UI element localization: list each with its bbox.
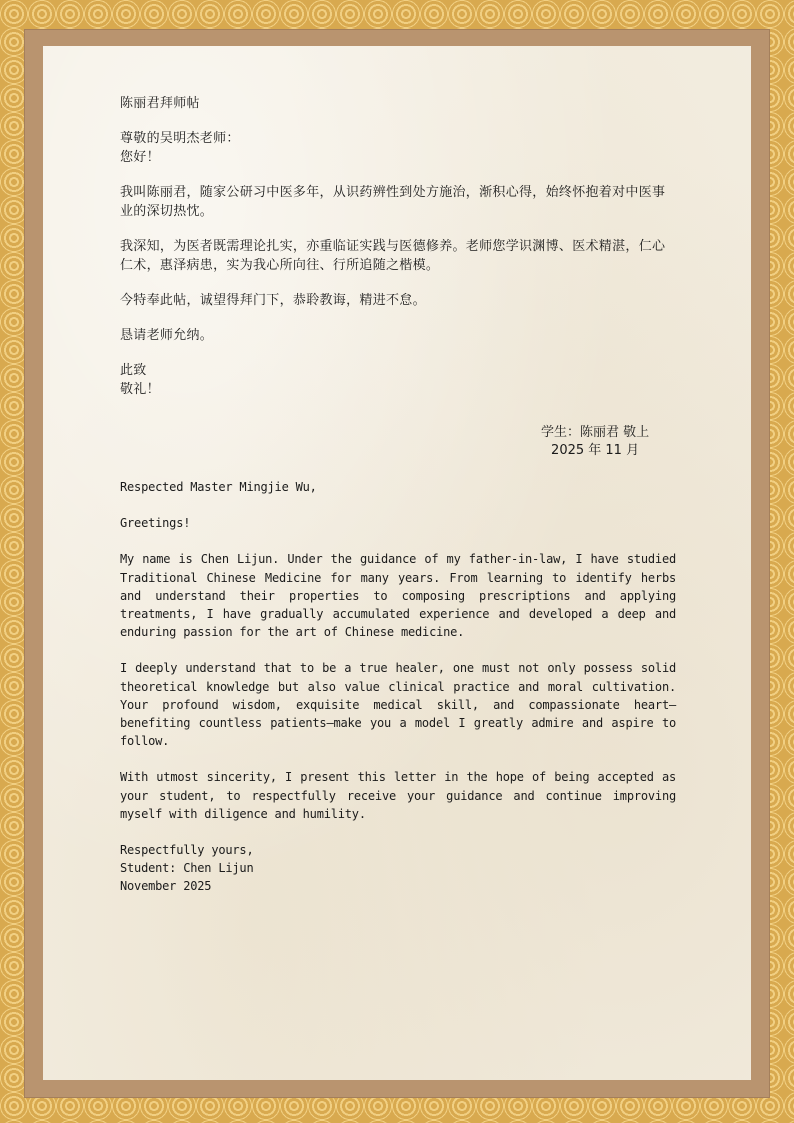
en-paragraph-1: My name is Chen Lijun. Under the guidance of my father-in-law, I have studied Traditional Chinese Medicine for many years. From learning to identify herbs and understand their properties to composing prescriptions and applying treatments, I have gradually accumulated experience and developed a deep and enduring passion for the art of Chinese medicine. xyxy=(120,552,676,640)
en-greeting: Greetings! xyxy=(120,516,191,531)
en-date: November 2025 xyxy=(120,879,212,894)
cn-paragraph-4: 恳请老师允纳。 xyxy=(120,328,214,343)
cn-signature-block xyxy=(541,424,649,460)
cn-signature: 学生：陈丽君 敬上 xyxy=(541,425,650,440)
cn-paragraph-3: 今特奉此帖，诚望得拜门下，恭聆教诲，精进不怠。 xyxy=(120,293,426,308)
en-paragraph-2: I deeply understand that to be a true healer, one must not only possess solid theoretical knowledge but also value clinical practice and moral cultivation. Your profound wisdom, exquisite medical skill, and compassionate heart—benefiting countless patients—make you a model I greatly admire and aspire to follow. xyxy=(120,661,676,749)
letter-title: 陈丽君拜师帖 xyxy=(120,96,200,111)
en-signature: Student: Chen Lijun xyxy=(120,861,254,876)
en-closing: Respectfully yours, xyxy=(120,843,254,858)
cn-paragraph-2: 我深知，为医者既需理论扎实，亦重临证实践与医德修养。老师您学识渊博、医术精湛，仁心仁术，惠泽病患，实为我心所向往、行所追随之楷模。 xyxy=(120,239,666,273)
cn-closing-2: 敬礼！ xyxy=(120,382,160,397)
cn-closing-1: 此致 xyxy=(120,363,147,378)
english-letter xyxy=(120,478,676,896)
en-paragraph-3: With utmost sincerity, I present this letter in the hope of being accepted as your student, to respectfully receive your guidance and continue improving myself with diligence and humility. xyxy=(120,770,676,821)
en-salutation: Respected Master Mingjie Wu, xyxy=(120,480,317,494)
cn-date: 2025 年 11 月 xyxy=(551,443,640,458)
cn-paragraph-1: 我叫陈丽君，随家公研习中医多年，从识药辨性到处方施治，渐积心得，始终怀抱着对中医事业的深切热忱。 xyxy=(120,185,666,219)
chinese-letter xyxy=(120,94,676,399)
cn-salutation: 尊敬的吴明杰老师： xyxy=(120,131,240,146)
letter-content xyxy=(120,94,676,894)
cn-greeting: 您好！ xyxy=(120,150,160,165)
